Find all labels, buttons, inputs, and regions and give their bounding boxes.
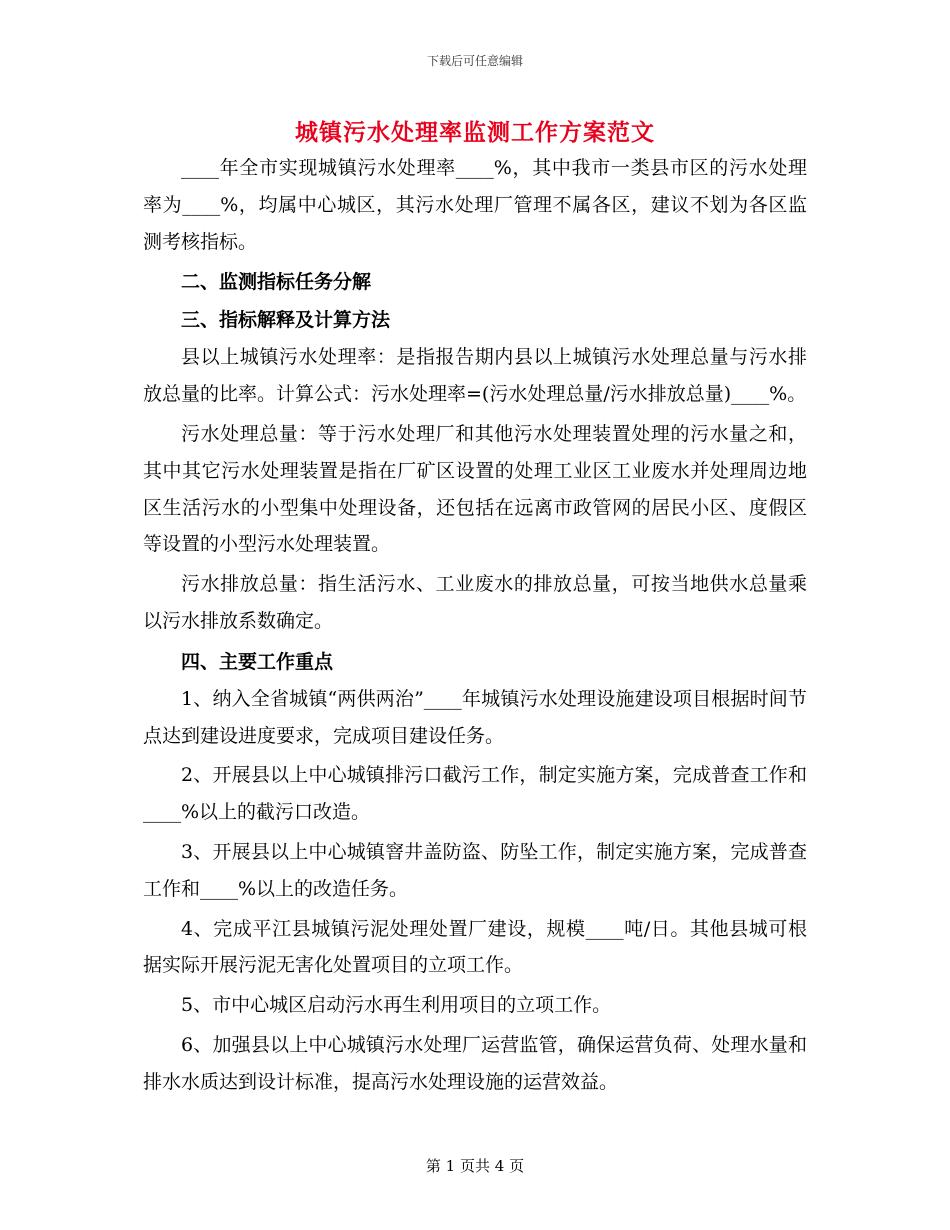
- document-body: [143, 150, 807, 1101]
- section-heading-3: 三、指标解释及计算方法: [181, 309, 391, 332]
- page-header-note: 下载后可任意编辑: [426, 54, 523, 68]
- work-item-5: 5、市中心城区启动污水再生利用项目的立项工作。: [181, 994, 612, 1017]
- work-item-4: 4、完成平江县城镇污泥处理处置厂建设，规模____吨/日。其他县城可根据实际开展污泥无害化处置项目的立项工作。: [143, 917, 807, 977]
- section-heading-2: 二、监测指标任务分解: [181, 271, 372, 294]
- paragraph-discharge-total: 污水排放总量：指生活污水、工业废水的排放总量，可按当地供水总量乘以污水排放系数确定。: [143, 573, 807, 632]
- work-item-2: 2、开展县以上中心城镇排污口截污工作，制定实施方案，完成普查工作和____%以上的截污口改造。: [143, 764, 807, 824]
- paragraph-treatment-total: 污水处理总量：等于污水处理厂和其他污水处理装置处理的污水量之和，其中其它污水处理装置是指在厂矿区设置的处理工业区工业废水并处理周边地区生活污水的小型集中处理设备，还包括在远离市政管网的居民小区、度假区等设置的小型污水处理装置。: [143, 422, 807, 556]
- work-item-6: 6、加强县以上中心城镇污水处理厂运营监管，确保运营负荷、处理水量和排水水质达到设计标准，提高污水处理设施的运营效益。: [143, 1033, 807, 1093]
- work-item-1: 1、纳入全省城镇“两供两治”____年城镇污水处理设施建设项目根据时间节点达到建设进度要求，完成项目建设任务。: [143, 687, 807, 747]
- paragraph-treatment-rate: 县以上城镇污水处理率：是指报告期内县以上城镇污水处理总量与污水排放总量的比率。计算公式：污水处理率=(污水处理总量/污水排放总量)____%。: [143, 346, 807, 406]
- work-item-3: 3、开展县以上中心城镇窨井盖防盗、防坠工作，制定实施方案，完成普查工作和____%以上的改造任务。: [143, 840, 807, 900]
- page-footer-number: 第 1 页共 4 页: [425, 1157, 525, 1175]
- intro-paragraph: ____年全市实现城镇污水处理率____%，其中我市一类县市区的污水处理率为____%，均属中心城区，其污水处理厂管理不属各区，建议不划为各区监测考核指标。: [143, 157, 807, 253]
- section-heading-4: 四、主要工作重点: [181, 650, 334, 673]
- document-title: 城镇污水处理率监测工作方案范文: [295, 119, 655, 146]
